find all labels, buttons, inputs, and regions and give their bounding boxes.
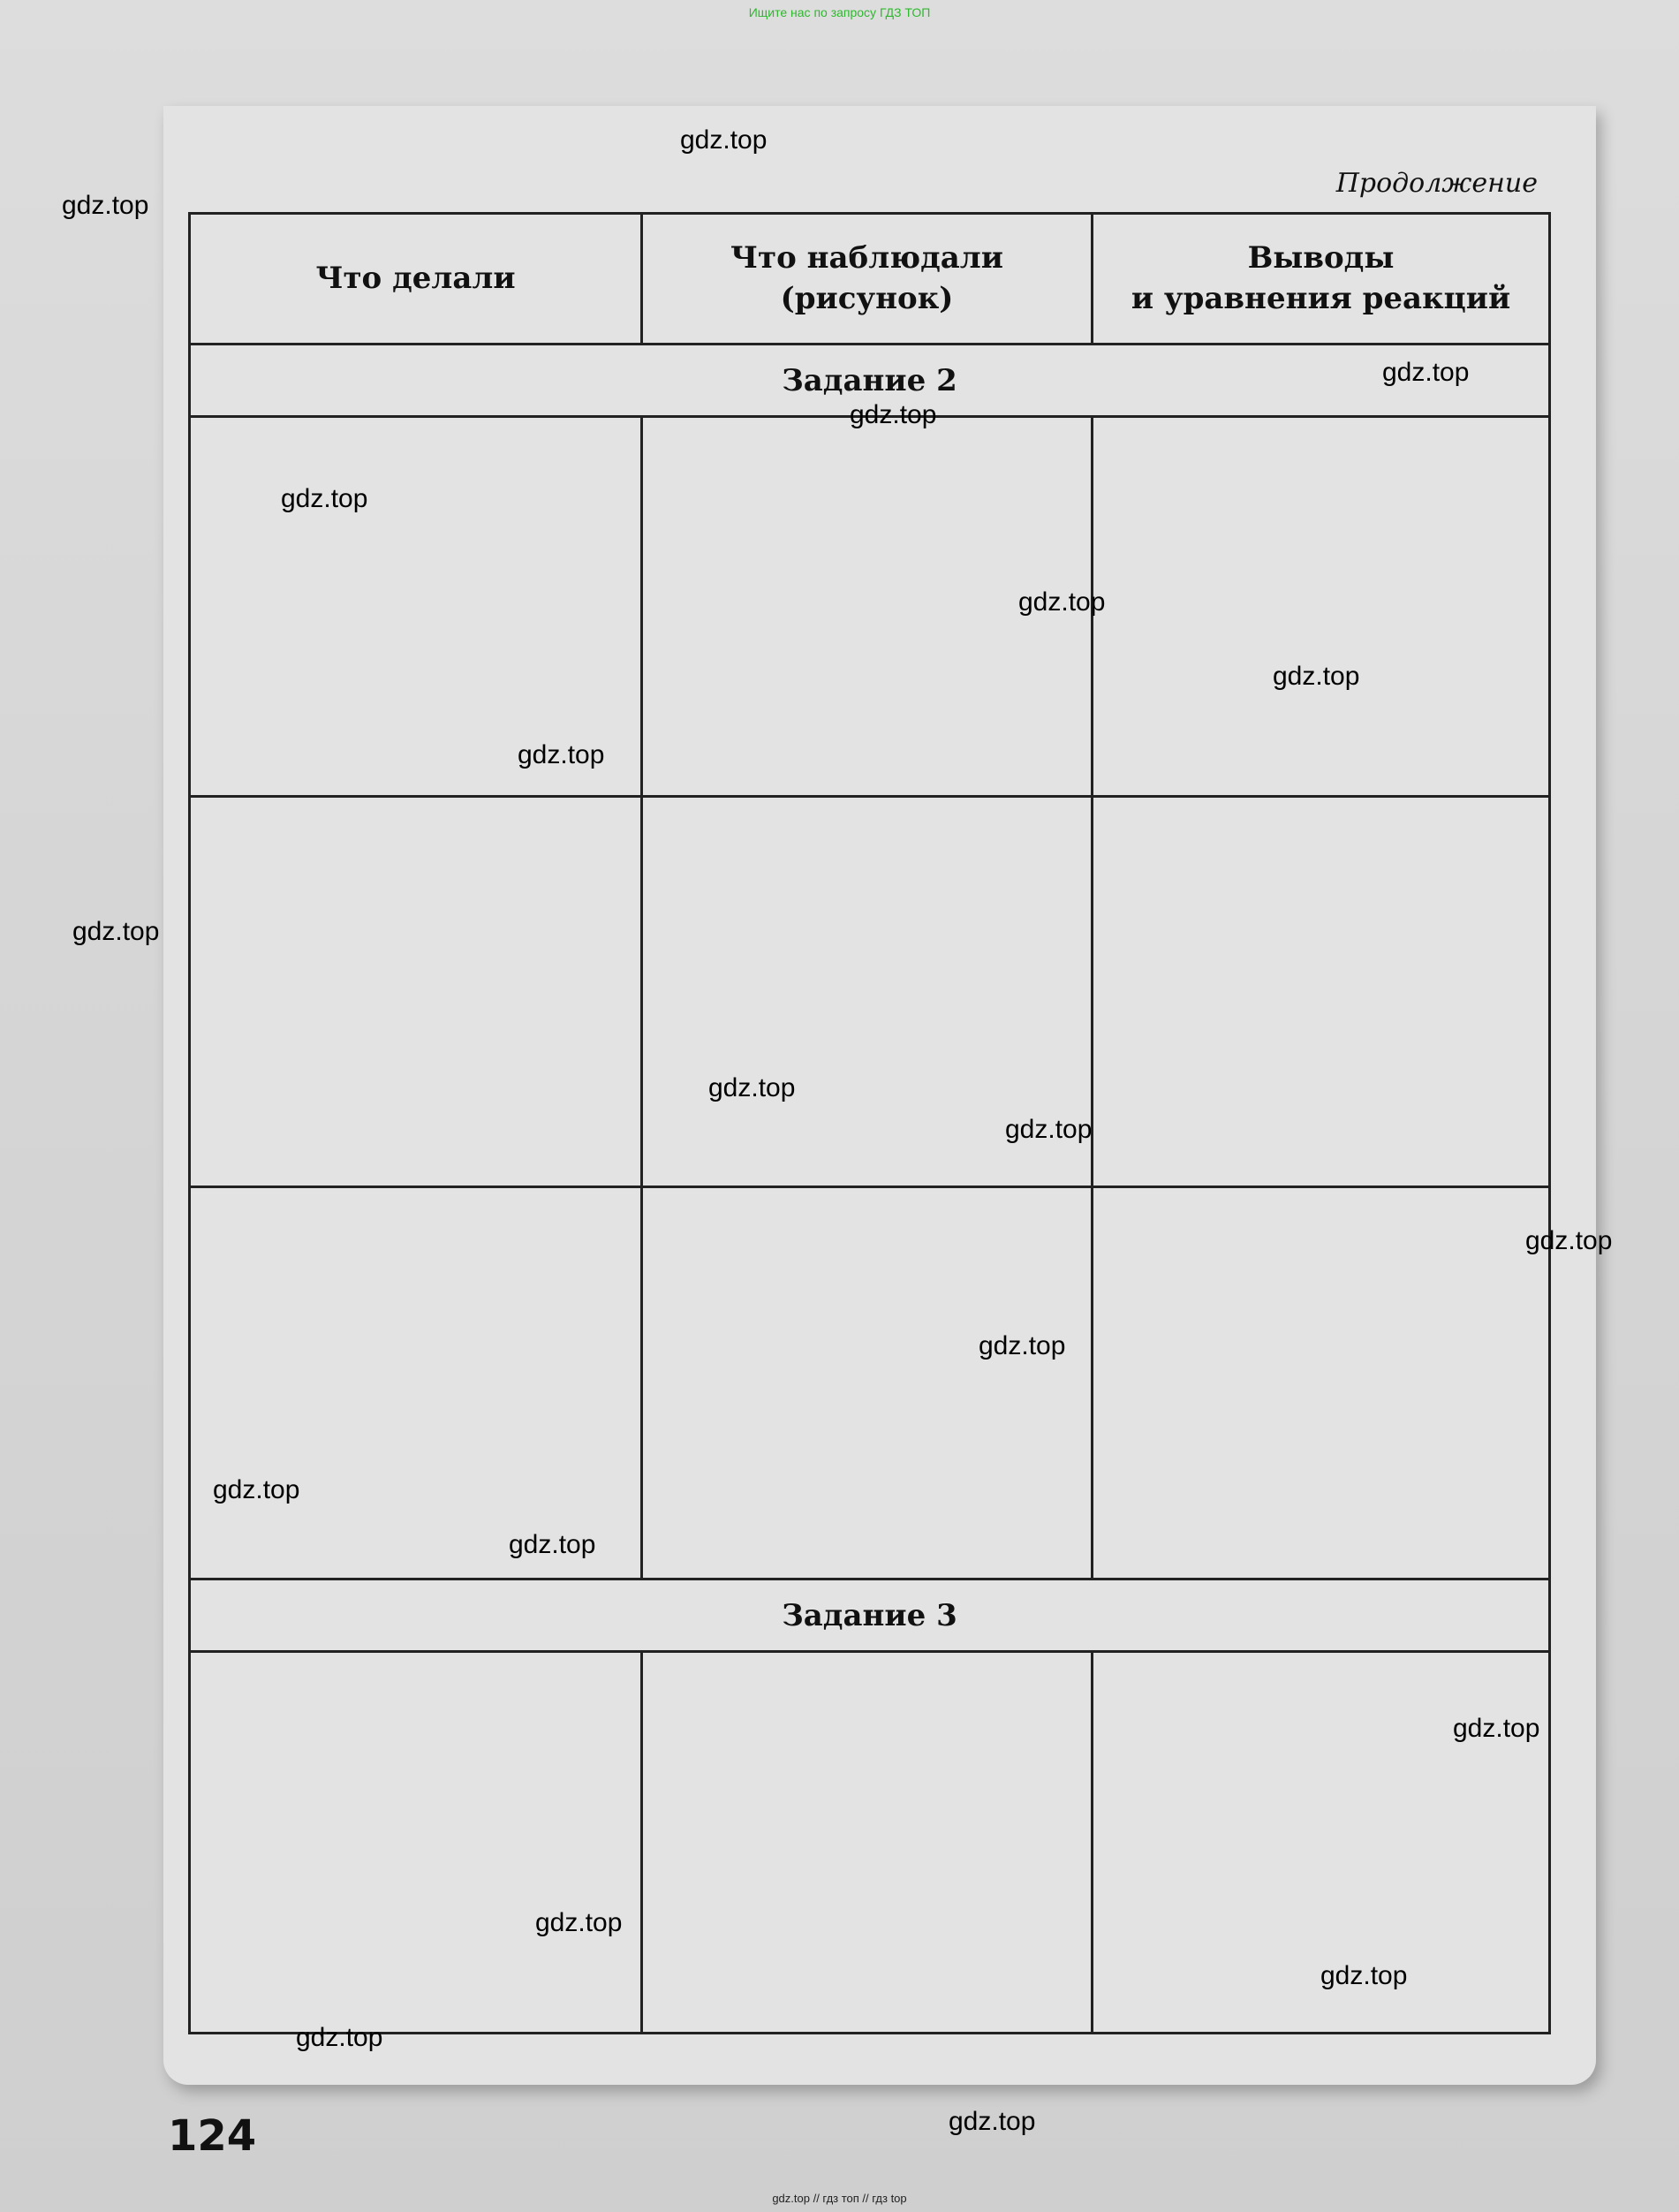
continuation-label: Продолжение — [1335, 168, 1538, 199]
table-cell — [190, 417, 642, 797]
table-row — [190, 417, 1550, 797]
table-cell — [642, 1187, 1093, 1579]
watermark: gdz.top — [213, 1475, 300, 1504]
table-cell — [642, 1652, 1093, 2034]
watermark: gdz.top — [1525, 1226, 1613, 1255]
watermark: gdz.top — [1018, 587, 1106, 617]
watermark: gdz.top — [680, 125, 768, 155]
table-cell — [190, 1187, 642, 1579]
header-conclusions: Выводы и уравнения реакций — [1093, 214, 1550, 345]
section-title-task2: Задание 2 — [190, 345, 1550, 417]
bottom-note: gdz.top // гдз топ // гдз top — [772, 2192, 907, 2205]
table-cell — [1093, 797, 1550, 1187]
watermark: gdz.top — [850, 400, 937, 429]
header-what-did: Что делали — [190, 214, 642, 345]
table-row — [190, 797, 1550, 1187]
watermark: gdz.top — [509, 1530, 596, 1559]
page-number: 124 — [168, 2111, 257, 2161]
watermark: gdz.top — [979, 1331, 1066, 1360]
table-row — [190, 1187, 1550, 1579]
watermark: gdz.top — [518, 740, 605, 769]
watermark: gdz.top — [1320, 1961, 1408, 1990]
watermark: gdz.top — [708, 1073, 796, 1102]
table-cell — [190, 797, 642, 1187]
watermark: gdz.top — [72, 917, 160, 946]
section-row — [190, 1579, 1550, 1652]
watermark: gdz.top — [1453, 1714, 1540, 1743]
watermark: gdz.top — [1382, 358, 1470, 387]
lab-table — [188, 212, 1551, 2034]
table-cell — [190, 1652, 642, 2034]
watermark: gdz.top — [1273, 662, 1360, 691]
watermark: gdz.top — [949, 2107, 1036, 2136]
table-cell — [1093, 417, 1550, 797]
watermark: gdz.top — [296, 2023, 383, 2052]
watermark: gdz.top — [1005, 1115, 1093, 1144]
watermark: gdz.top — [281, 484, 368, 513]
table-cell — [1093, 1187, 1550, 1579]
top-note: Ищите нас по запросу ГДЗ ТОП — [748, 5, 931, 19]
header-row — [190, 214, 1550, 345]
watermark: gdz.top — [62, 191, 149, 220]
header-observed: Что наблюдали (рисунок) — [642, 214, 1093, 345]
section-title-task3: Задание 3 — [190, 1579, 1550, 1652]
watermark: gdz.top — [535, 1908, 623, 1937]
